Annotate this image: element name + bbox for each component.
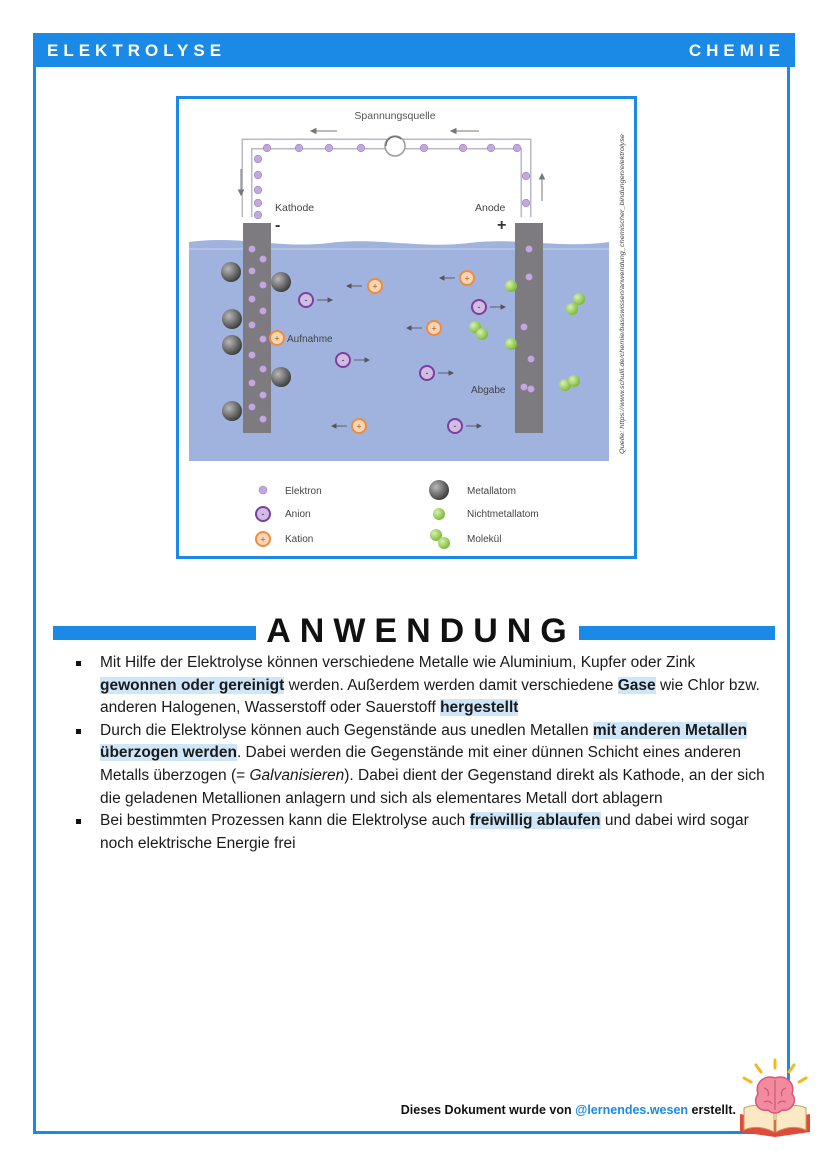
application-list <box>76 652 766 855</box>
source-note: Quelle: https://www.schulli.de/chemie/basiswissen/anwendung_chemischer_bindungen/elektrolyse <box>619 170 626 454</box>
legend <box>256 480 539 549</box>
svg-text:-: - <box>425 368 429 378</box>
list-item: Bei bestimmten Prozessen kann die Elektrolyse auch freiwillig ablaufen und dabei wird sogar noch elektrische Energie frei <box>76 810 766 855</box>
list-item: Mit Hilfe der Elektrolyse können verschiedene Metalle wie Aluminium, Kupfer oder Zink gewonnen oder gereinigt werden. Außerdem werden damit verschiedene Gase wie Chlor bzw. anderen Halogenen, Wasserstoff oder Sauerstoff hergestellt <box>76 652 766 720</box>
brain-book-icon <box>736 1058 814 1138</box>
author-handle[interactable]: @lernendes.wesen <box>575 1103 689 1117</box>
svg-text:+: + <box>464 273 470 284</box>
electrolysis-diagram <box>176 96 637 559</box>
molecule-icon <box>430 529 450 549</box>
release-label: Abgabe <box>471 385 506 396</box>
svg-text:-: - <box>453 421 457 431</box>
metal-atom-icon <box>429 480 449 500</box>
svg-text:+: + <box>372 281 378 292</box>
section-title: ANWENDUNG <box>266 612 576 650</box>
diagram-svg <box>179 99 634 556</box>
power-source-label: Spannungsquelle <box>354 110 436 122</box>
legend-electron: Elektron <box>285 486 322 497</box>
highlight: mit anderen Metallen überzogen werden <box>100 721 748 762</box>
svg-text:+: + <box>260 534 266 545</box>
svg-text:-: - <box>261 509 265 519</box>
cathode-label: Kathode <box>275 202 315 214</box>
nonmetal-atom-icon <box>433 508 445 520</box>
svg-text:+: + <box>274 333 280 344</box>
footer-credit: Dieses Dokument wurde von @lernendes.wesen erstellt. <box>400 1103 736 1117</box>
section-bar-left <box>53 626 256 640</box>
legend-metal-atom: Metallatom <box>467 486 516 497</box>
cathode-sign: - <box>275 217 281 234</box>
svg-text:-: - <box>304 295 308 305</box>
svg-text:+: + <box>431 323 437 334</box>
header-topic: ELEKTROLYSE <box>47 41 227 60</box>
header-bar <box>33 33 795 67</box>
highlight: Gase <box>617 676 656 694</box>
list-item: Durch die Elektrolyse können auch Gegenstände aus unedlen Metallen mit anderen Metallen überzogen werden. Dabei werden die Gegenstände mit einer dünnen Schicht eines anderen Metalls überzogen (= Galvanisieren). Dabei dient der Gegenstand direkt als Kathode, an der sich die geladenen Metallionen anlagern und sich als elementares Metall dort ablagern <box>76 720 766 810</box>
legend-cation: Kation <box>285 534 314 545</box>
power-source-icon <box>385 136 405 156</box>
legend-molecule: Molekül <box>467 534 502 545</box>
anode-sign: + <box>497 217 507 234</box>
uptake-label: Aufnahme <box>287 334 333 345</box>
electron-icon <box>259 486 267 494</box>
highlight: gewonnen oder gereinigt <box>100 676 285 694</box>
svg-text:-: - <box>341 355 345 365</box>
highlight: hergestellt <box>440 699 519 717</box>
svg-text:+: + <box>356 421 362 432</box>
highlight: freiwillig ablaufen <box>469 812 601 830</box>
cathode-electrode <box>243 223 271 433</box>
legend-anion: Anion <box>285 509 311 520</box>
emphasis: Galvanisieren <box>249 766 345 784</box>
svg-text:-: - <box>477 302 481 312</box>
legend-nonmetal-atom: Nichtmetallatom <box>467 509 539 520</box>
header-subject: CHEMIE <box>688 41 785 60</box>
section-bar-right <box>579 626 775 640</box>
anode-electrode <box>515 223 543 433</box>
anode-label: Anode <box>475 202 506 214</box>
